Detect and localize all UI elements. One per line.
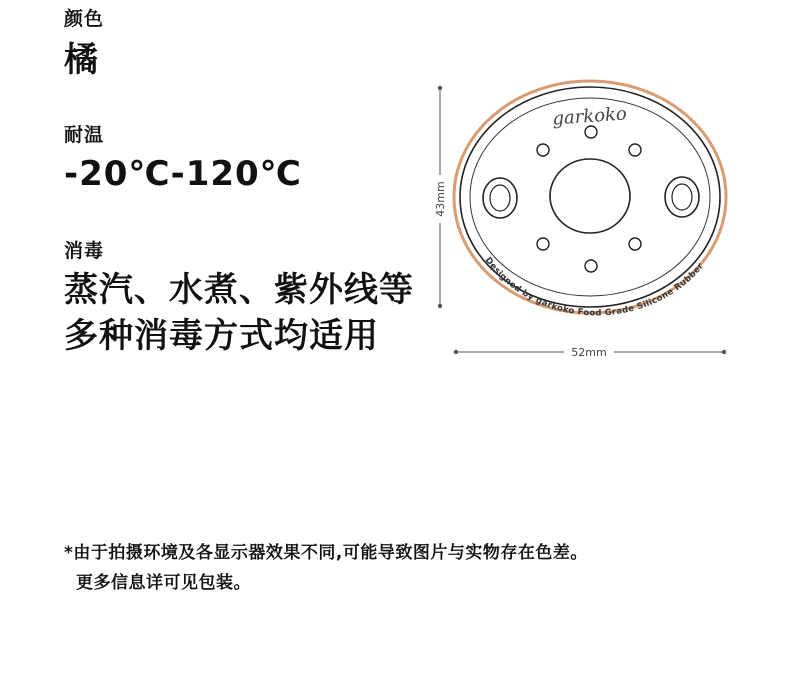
ring-text-path: Designed by garkoko Food Grade Silicone Rubber [482,255,706,319]
hole-lower-left [537,238,549,250]
hole-lower-right [629,238,641,250]
center-hole [550,159,630,233]
color-value: 橘 [64,40,99,80]
hole-upper-right [629,144,641,156]
product-dimension-diagram [420,70,750,370]
slot-left-inner [490,185,510,211]
slot-left [483,178,517,218]
width-dimension-line [454,344,726,360]
slot-right-inner [672,184,692,210]
width-dimension-label: 52mm [571,346,607,359]
heat-resistance-value: -20℃-120℃ [64,154,302,194]
disinfection-label: 消毒 [64,240,105,262]
hole-bottom [585,260,597,272]
disinfection-value-line1: 蒸汽、水煮、紫外线等 [64,270,414,310]
height-dimension-label: 43mm [434,181,447,217]
ring-text [483,256,706,319]
slot-right [665,177,699,217]
disclaimer-line2: 更多信息详可见包装。 [76,573,251,593]
disinfection-value-line2: 多种消毒方式均适用 [64,316,379,356]
color-label: 颜色 [64,8,105,30]
hole-upper-left [537,144,549,156]
brand-logo: garkoko [551,103,628,130]
inner-ring-line [470,98,710,296]
height-dimension-line [433,86,447,308]
heat-resistance-label: 耐温 [64,124,105,146]
hole-top [585,126,597,138]
disclaimer-line1: *由于拍摄环境及各显示器效果不同,可能导致图片与实物存在色差。 [64,543,588,563]
